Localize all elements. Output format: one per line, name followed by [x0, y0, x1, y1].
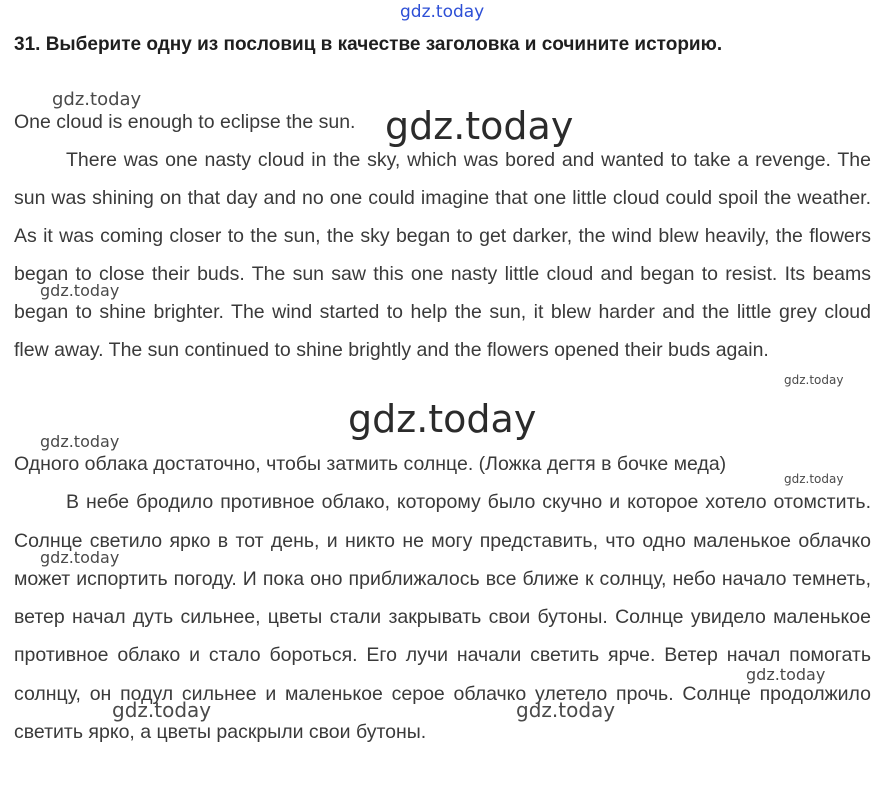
english-proverb-title: One cloud is enough to eclipse the sun. — [14, 111, 356, 133]
watermark: gdz.today — [52, 89, 142, 110]
watermark-large: gdz.today — [385, 104, 574, 148]
watermark: gdz.today — [784, 373, 844, 387]
russian-paragraph: В небе бродило противное облако, которому было скучно и которое хотело отомстить. Солнце светило ярко в тот день, и никто не могу представить, что одно маленькое облачко может испортить погоду. И пока оно приближалось все ближе к солнцу, небо начало темнеть, ветер начал дуть сильнее, цветы стали закрывать свои бутоны. Солнце увидело маленькое противное облако и стало бороться. Его лучи начали светить ярче. Ветер начал помогать солнцу, он подул сильнее и маленькое серое облачко улетело прочь. Солнце продолжило светить ярко, а цветы раскрыли свои бутоны. — [14, 491, 871, 744]
watermark: gdz.today — [784, 472, 844, 486]
watermark: gdz.today — [40, 548, 120, 567]
russian-proverb-title: Одного облака достаточно, чтобы затмить солнце. (Ложка дегтя в бочке меда) — [14, 453, 727, 475]
watermark: gdz.today — [516, 698, 616, 722]
watermark-large: gdz.today — [348, 397, 537, 441]
watermark: gdz.today — [40, 432, 120, 451]
watermark: gdz.today — [746, 665, 826, 684]
task-heading: 31. Выберите одну из пословиц в качестве заголовка и сочините историю. — [14, 34, 723, 55]
watermark: gdz.today — [40, 281, 120, 300]
watermark-top: gdz.today — [400, 2, 485, 22]
watermark: gdz.today — [112, 698, 212, 722]
english-paragraph: There was one nasty cloud in the sky, which was bored and wanted to take a revenge. The sun was shining on that day and no one could imagine that one little cloud could spoil the weather. As it was coming closer to the sun, the sky began to get darker, the wind blew heavily, the flowers began to close their buds. The sun saw this one nasty little cloud and began to resist. Its beams began to shine brighter. The wind started to help the sun, it blew harder and the little grey cloud flew away. The sun continued to shine brightly and the flowers opened their buds again. — [14, 149, 871, 361]
